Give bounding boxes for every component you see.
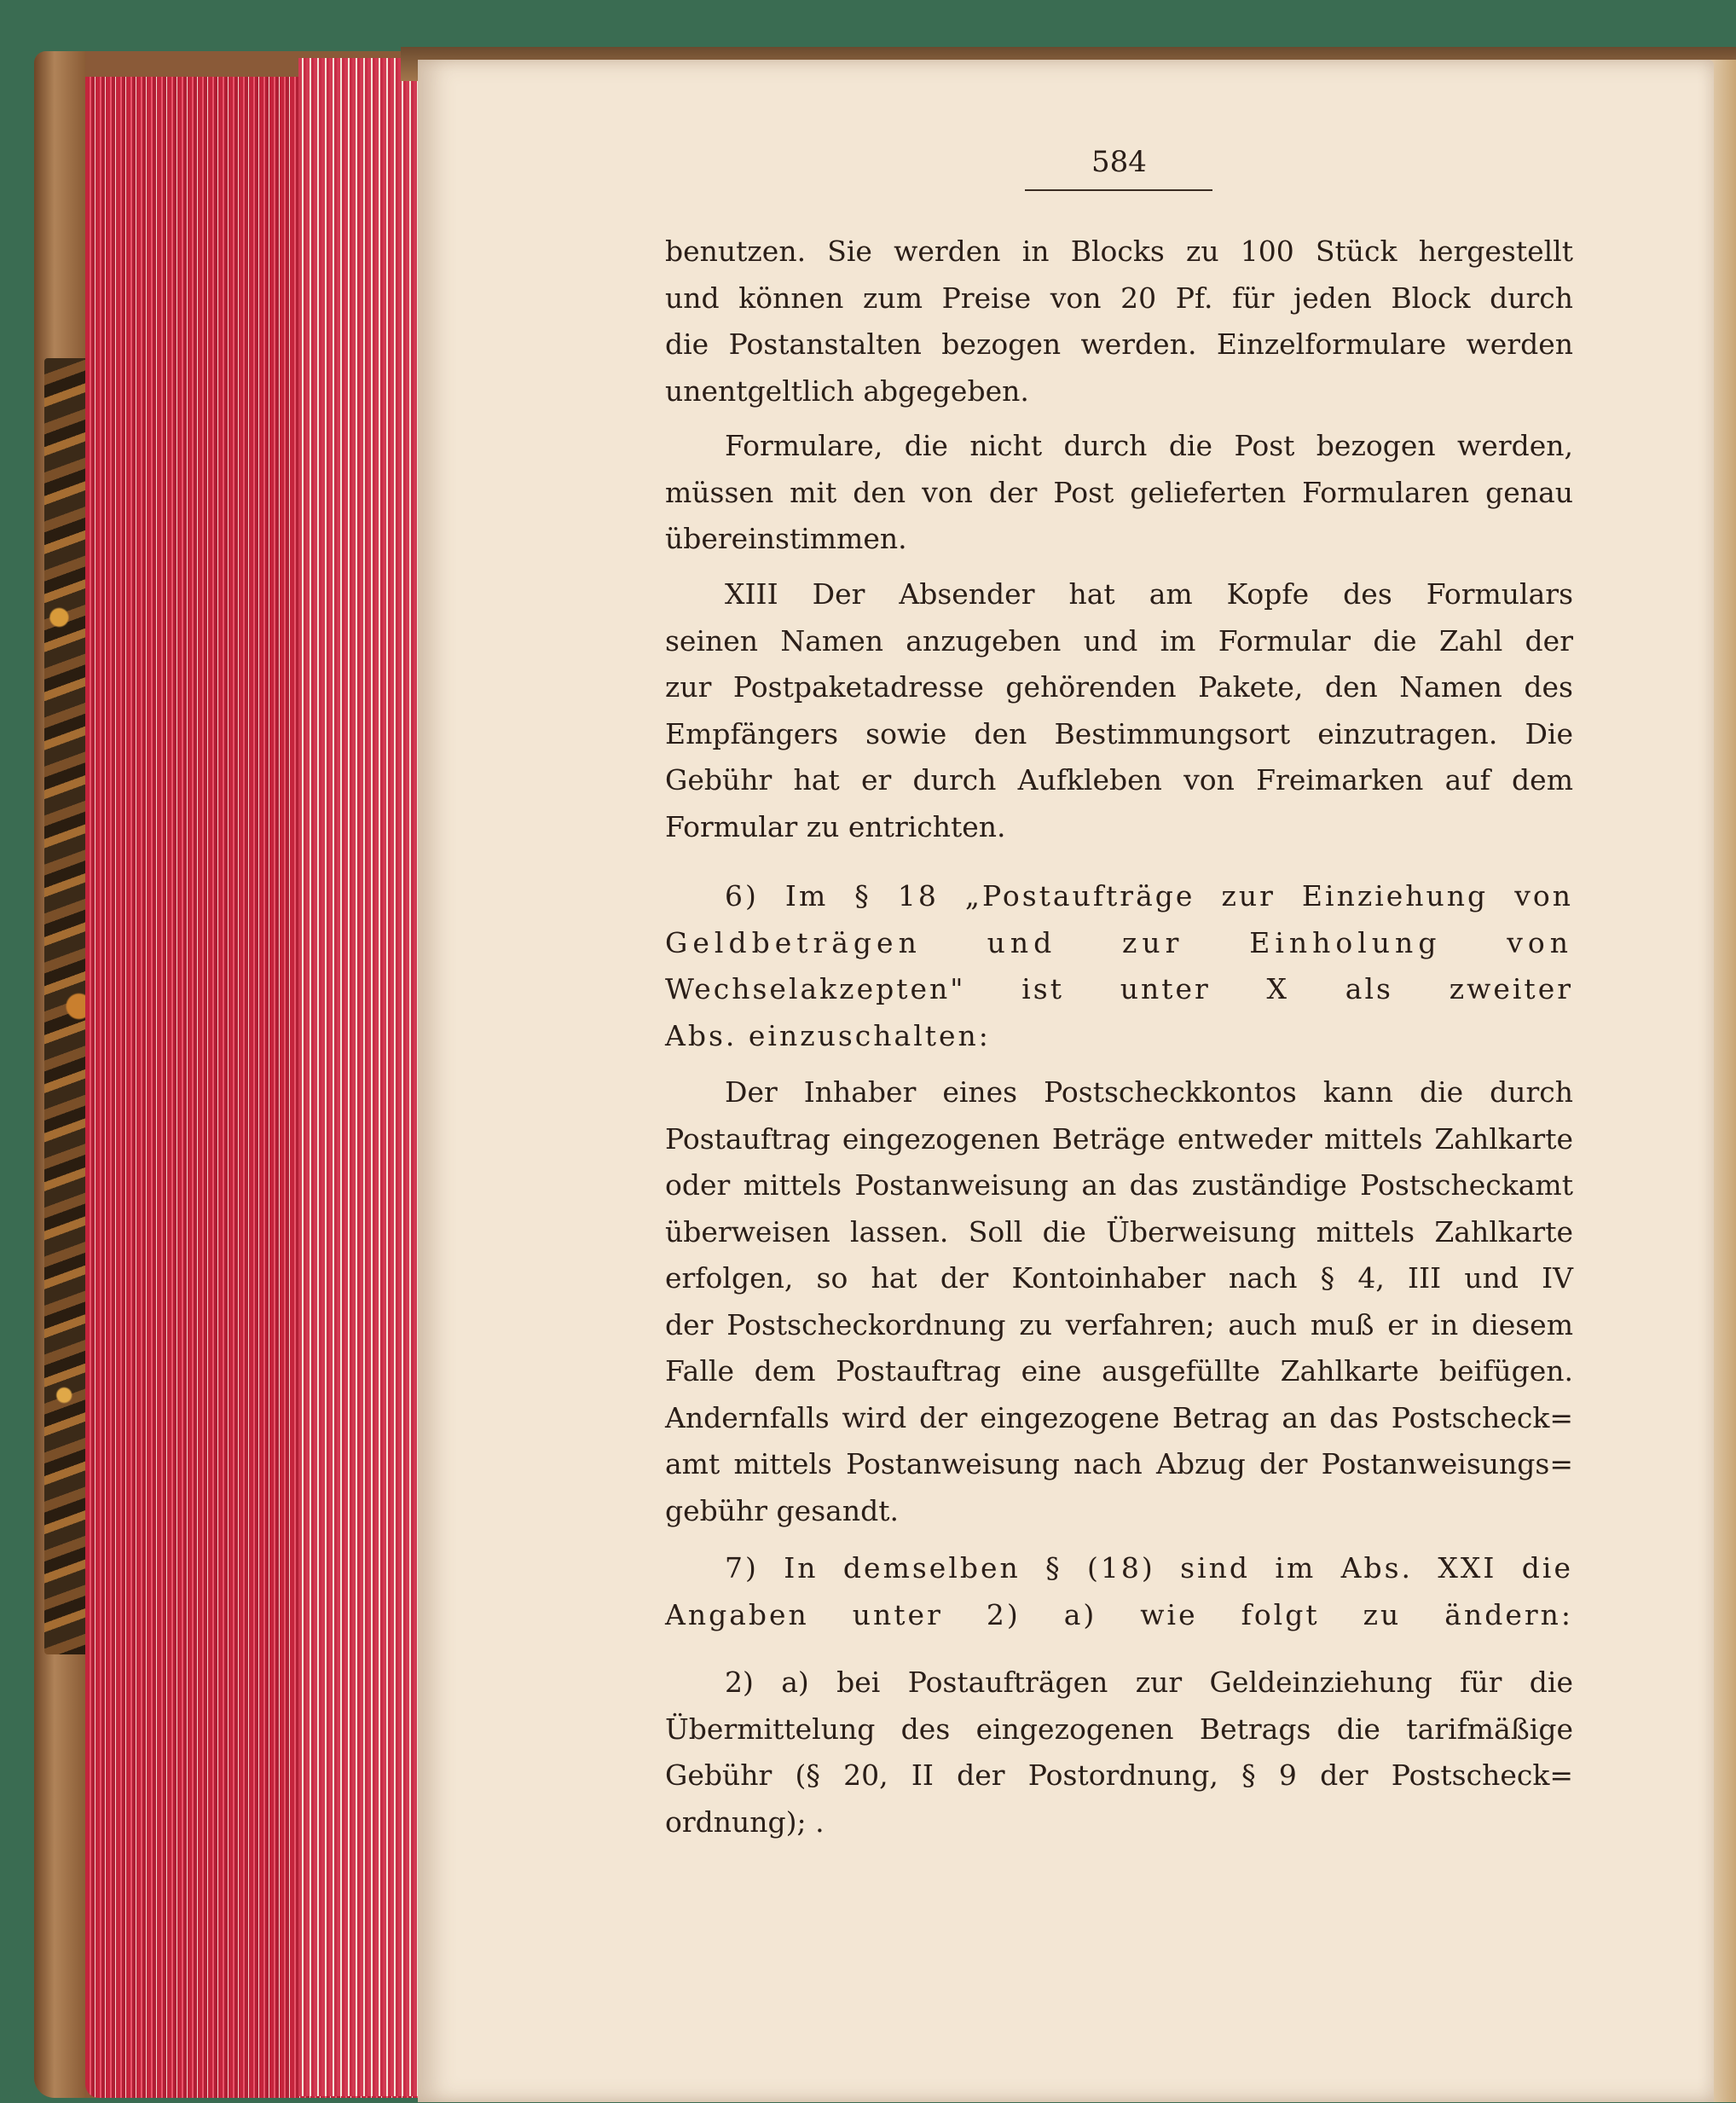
- text-line: 7) In demselben § (18) sind im Abs. XXI die: [725, 1551, 1573, 1584]
- text-line: Geldbeträgen und zur Einholung von: [665, 925, 1573, 959]
- page-edge-stack: [298, 58, 422, 2096]
- text-line: zur Postpaketadresse gehörenden Pakete, den Namen des: [665, 670, 1573, 704]
- text-line: erfolgen, so hat der Kontoinhaber nach § 4, III und IV: [665, 1261, 1573, 1295]
- text-line: überweisen lassen. Soll die Überweisung mittels Zahlkarte: [665, 1214, 1573, 1248]
- paragraph-6: [665, 1545, 1573, 1638]
- text-line: und können zum Preise von 20 Pf. für jeden Block durch: [665, 281, 1573, 315]
- text-line: Andernfalls wird der eingezogene Betrag an das Postscheck=: [665, 1400, 1573, 1434]
- text-line: Formular zu entrichten.: [665, 809, 1006, 843]
- text-line: amt mittels Postanweisung nach Abzug der Postanweisungs=: [665, 1447, 1573, 1480]
- text-line: Formulare, die nicht durch die Post bezogen werden,: [725, 429, 1573, 462]
- text-line: unentgeltlich abgegeben.: [665, 374, 1029, 408]
- text-line: Wechselakzepten" ist unter X als zweiter: [665, 972, 1573, 1005]
- paragraph-5: [665, 1069, 1573, 1534]
- paragraph-4: [665, 873, 1573, 1059]
- text-line: Gebühr (§ 20, II der Postordnung, § 9 der Postscheck=: [665, 1758, 1573, 1792]
- header-rule: [1025, 189, 1212, 191]
- text-line: Gebühr hat er durch Aufkleben von Freimarken auf dem: [665, 763, 1573, 797]
- text-line: Der Inhaber eines Postscheckkontos kann die durch: [725, 1075, 1573, 1109]
- text-line: die Postanstalten bezogen werden. Einzelformulare werden: [665, 327, 1573, 361]
- text-line: Übermittelung des eingezogenen Betrags die tarifmäßige: [665, 1712, 1573, 1746]
- text-line: 6) Im § 18 „Postaufträge zur Einziehung von: [725, 879, 1573, 912]
- text-line: Empfängers sowie den Bestimmungsort einzutragen. Die: [665, 716, 1573, 750]
- text-line: Angaben unter 2) a) wie folgt zu ändern:: [665, 1597, 1573, 1631]
- text-line: müssen mit den von der Post gelieferten Formularen genau: [665, 475, 1573, 509]
- paragraph-3: [665, 571, 1573, 850]
- text-line: ordnung); .: [665, 1805, 825, 1839]
- text-line: Postauftrag eingezogenen Beträge entweder mittels Zahlkarte: [665, 1121, 1573, 1156]
- text-line: oder mittels Postanweisung an das zuständige Postscheckamt: [665, 1168, 1573, 1202]
- text-line: übereinstimmen.: [665, 522, 907, 555]
- text-line: 2) a) bei Postaufträgen zur Geldeinziehung für die: [725, 1666, 1573, 1699]
- paragraph-2: [665, 423, 1573, 563]
- text-line: Falle dem Postauftrag eine ausgefüllte Zahlkarte beifügen.: [665, 1354, 1573, 1388]
- text-line: gebühr gesandt.: [665, 1493, 899, 1527]
- text-line: XIII Der Absender hat am Kopfe des Formulars: [725, 577, 1573, 611]
- text-line: benutzen. Sie werden in Blocks zu 100 Stück hergestellt: [665, 235, 1573, 268]
- paragraph-1: [665, 229, 1573, 414]
- page-number: 584: [1091, 145, 1147, 179]
- paragraph-7: [665, 1660, 1573, 1845]
- text-line: seinen Namen anzugeben und im Formular die Zahl der: [665, 623, 1573, 658]
- text-line: Abs. einzuschalten:: [665, 1018, 991, 1052]
- text-line: der Postscheckordnung zu verfahren; auch muß er in diesem: [665, 1307, 1573, 1341]
